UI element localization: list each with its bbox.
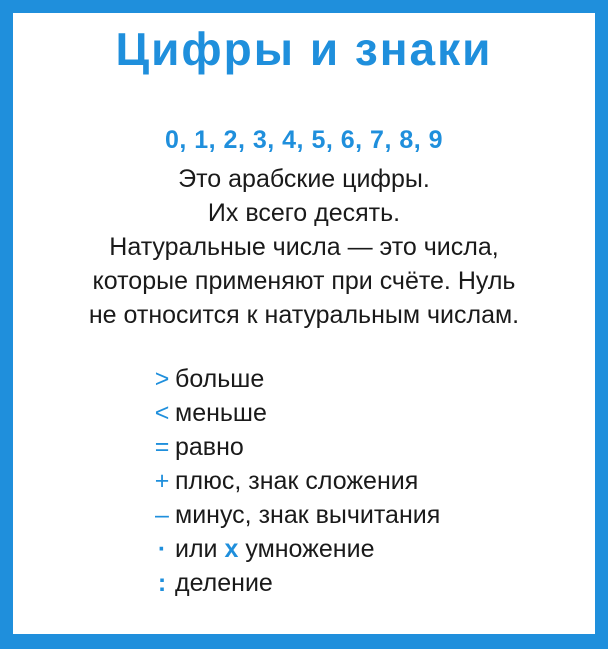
minus-symbol: – bbox=[155, 501, 169, 529]
multiplication-x-symbol: x bbox=[224, 535, 239, 563]
sign-row-multiply bbox=[152, 532, 440, 566]
less-than-symbol: < bbox=[154, 399, 170, 427]
sign-label: умножение bbox=[245, 535, 375, 563]
description-paragraph bbox=[0, 162, 608, 332]
sign-label: больше bbox=[175, 365, 265, 393]
sign-label: меньше bbox=[175, 399, 267, 427]
sign-label: равно bbox=[175, 433, 244, 461]
sign-label: деление bbox=[175, 569, 273, 597]
equals-symbol: = bbox=[154, 433, 170, 461]
greater-than-symbol: > bbox=[154, 365, 170, 393]
paragraph-line: Их всего десять. bbox=[207, 199, 401, 227]
sign-row-less bbox=[152, 396, 440, 430]
sign-row-equals bbox=[152, 430, 440, 464]
sign-label: минус, знак вычитания bbox=[175, 501, 441, 529]
digits-line: 0, 1, 2, 3, 4, 5, 6, 7, 8, 9 bbox=[164, 126, 444, 154]
paragraph-line: Натуральные числа — это числа, bbox=[109, 233, 499, 261]
sign-label: или bbox=[175, 535, 218, 563]
sign-label: плюс, знак сложения bbox=[175, 467, 419, 495]
paragraph-line: Это арабские цифры. bbox=[178, 165, 430, 193]
paragraph-line: не относится к натуральным числам. bbox=[88, 301, 520, 329]
multiplication-dot-symbol: · bbox=[157, 535, 167, 563]
division-colon-symbol: : bbox=[157, 569, 167, 597]
paragraph-line: которые применяют при счёте. Нуль bbox=[92, 267, 516, 295]
signs-list bbox=[152, 362, 440, 600]
sign-row-minus bbox=[152, 498, 440, 532]
page-title: Цифры и знаки bbox=[115, 23, 493, 75]
plus-symbol: + bbox=[154, 467, 170, 495]
sign-row-plus bbox=[152, 464, 440, 498]
sign-row-greater bbox=[152, 362, 440, 396]
sign-row-divide bbox=[152, 566, 440, 600]
